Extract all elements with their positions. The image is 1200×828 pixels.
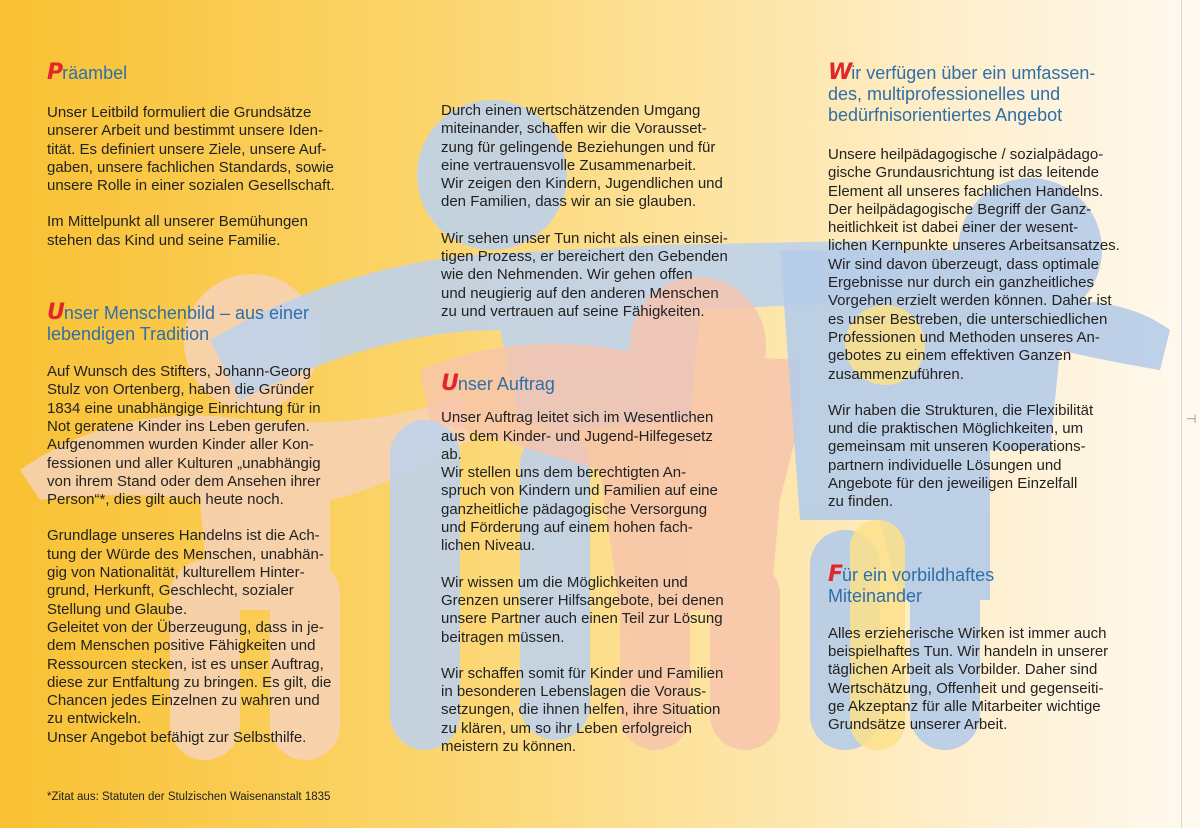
paragraph: Im Mittelpunkt all unserer Bemühungen stehen das Kind und seine Familie.	[47, 213, 308, 249]
heading-initial: U	[47, 300, 64, 326]
heading-praeambel	[47, 62, 387, 84]
heading-initial: P	[47, 60, 63, 85]
paragraph: Unser Auftrag leitet sich im Wesentlichen aus dem Kinder- und Jugend-Hilfegesetz ab. Wir stellen uns dem berechtigten An- spruch von Kindern und Familien auf eine ganzheitliche pädagogische Versorgung und Förderung auf einem hohen fach- lichen Niveau.	[441, 409, 718, 555]
footnote: *Zitat aus: Statuten der Stulzischen Waisenanstalt 1835	[47, 791, 331, 803]
paragraph: Durch einen wertschätzenden Umgang miteinander, schaffen wir die Vorausset- zung für gelingende Beziehungen und für eine vertrauensvolle Zusammenarbeit. Wir zeigen den Kindern, Jugendlichen und den Familien, dass wir an sie glauben.	[441, 102, 723, 211]
heading-initial: U	[441, 371, 458, 397]
paragraph: Wir wissen um die Möglichkeiten und Grenzen unserer Hilfsangebote, bei denen unsere Partner auch einen Teil zur Lösung beitragen müssen.	[441, 573, 724, 646]
paragraph: Wir sehen unser Tun nicht als einen einsei- tigen Prozess, er bereichert den Gebenden wie den Nehmenden. Wir gehen offen und neugierig auf den anderen Menschen zu und vertrauen auf seine Fähigkeiten.	[441, 229, 728, 320]
column-left	[47, 62, 387, 747]
heading-angebot	[828, 62, 1168, 126]
heading-auftrag	[441, 373, 781, 395]
paragraph: Grundlage unseres Handelns ist die Ach- tung der Würde des Menschen, unabhän- gig von Nationalität, kulturellem Hinter- grund, Herkunft, Geschlecht, sozialer Stellung und Glaube. Geleitet von der Überzeugung, dass in je- dem Menschen positive Fähigkeiten und Ressourcen stecken, ist es unser Auftrag, diese zur Entfaltung zu bringen. Es gilt, die Chancen jedes Einzelnen zu wahren und zu entwickeln. Unser Angebot befähigt zur Selbsthilfe.	[47, 527, 332, 746]
heading-initial: W	[828, 60, 852, 85]
column-right	[828, 62, 1168, 734]
paragraph: Wir schaffen somit für Kinder und Familien in besonderen Lebenslagen die Voraus- setzungen, die ihnen helfen, ihre Situation zu klären, um so ihr Leben erfolgreich meistern zu können.	[441, 664, 724, 756]
paragraph: Alles erzieherische Wirken ist immer auch beispielhaftes Tun. Wir handeln in unserer täglichen Arbeit als Vorbilder. Daher sind Wertschätzung, Offenheit und gegenseiti- ge Akzeptanz für alle Mitarbeiter wichtige Grundsätze unserer Arbeit.	[828, 624, 1109, 734]
heading-text: nser Auftrag	[457, 374, 555, 395]
heading-menschenbild	[47, 302, 387, 345]
heading-text: nser Menschenbild – aus einer lebendigen Tradition	[47, 303, 310, 345]
crop-mark: ⊣	[1186, 412, 1197, 426]
paragraph: Auf Wunsch des Stifters, Johann-Georg Stulz von Ortenberg, haben die Gründer 1834 eine unabhängige Einrichtung für in Not geratene Kinder ins Leben gerufen. Aufgenommen wurden Kinder aller Kon- fessionen und aller Kulturen „unabhängig von ihrem Stand oder dem Ansehen ihrer Person“*, dies gilt auch heute noch.	[47, 363, 321, 509]
heading-initial: F	[828, 561, 843, 587]
column-middle	[441, 102, 781, 756]
paragraph: Unsere heilpädagogische / sozialpädago- gische Grundausrichtung ist das leitende Element all unseres fachlichen Handelns. Der heilpädagogische Begriff der Ganz- heitlichkeit ist dabei einer der wesent- lichen Kernpunkte unseres Arbeitsansatzes. Wir sind davon überzeugt, dass optimale Ergebnisse nur durch ein ganzheitliches Vorgehen erzielt werden können. Daher ist es unser Bestreben, die unterschiedlichen Professionen und Methoden unseres An- gebotes zu einem effektiven Ganzen zusammenzuführen.	[828, 146, 1120, 383]
heading-text: ür ein vorbildhaftes Miteinander	[828, 564, 995, 606]
page-edge-line	[1181, 0, 1182, 828]
heading-miteinander	[828, 561, 1168, 607]
paragraph: Unser Leitbild formuliert die Grundsätze unserer Arbeit und bestimmt unsere Iden- tität. Es definiert unsere Ziele, unsere Auf- gaben, unsere fachlichen Standards, sowie unsere Rolle in einer sozialen Gesellschaft.	[47, 104, 335, 195]
heading-text: räambel	[62, 63, 128, 83]
heading-text: ir verfügen über ein umfassen- des, multiprofessionelles und bedürfnisorientiertes Angebot	[828, 63, 1096, 125]
paragraph: Wir haben die Strukturen, die Flexibilität und die praktischen Möglichkeiten, um gemeinsam mit unseren Kooperations- partnern individuelle Lösungen und Angebote für den jeweiligen Einzelfall zu finden.	[828, 401, 1094, 511]
